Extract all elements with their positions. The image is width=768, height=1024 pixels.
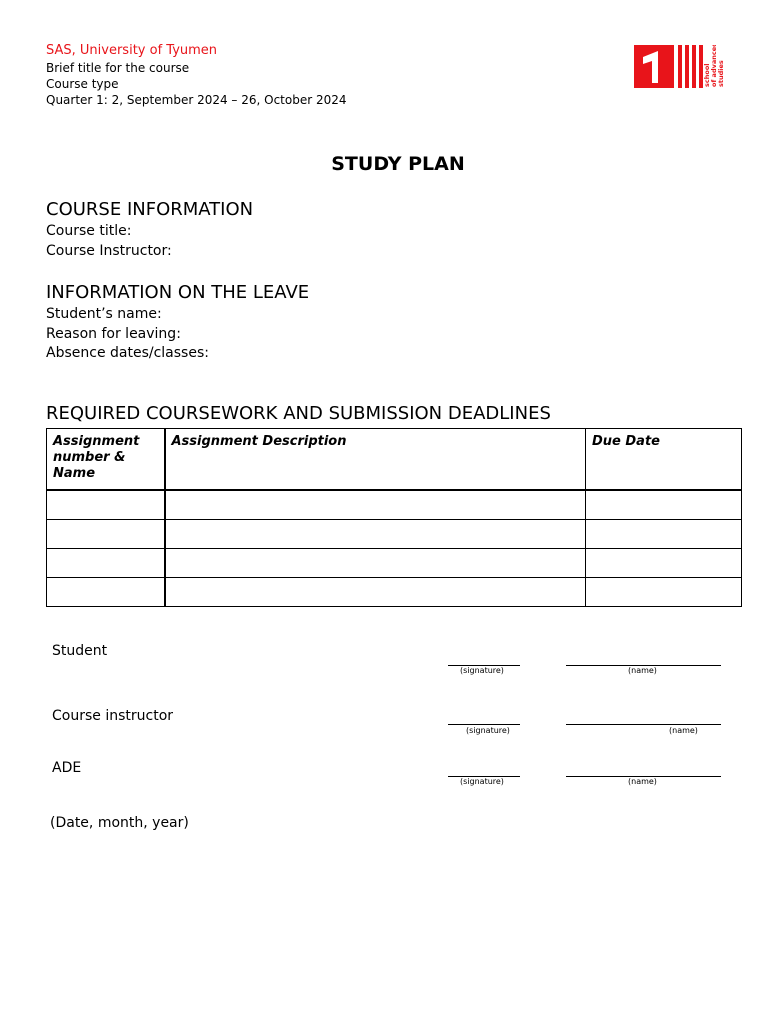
- student-signature-label: Student: [52, 643, 108, 659]
- quarter-dates: Quarter 1: 2, September 2024 – 26, October 2024: [46, 93, 347, 107]
- table-row: [47, 549, 742, 578]
- ade-signature-label: ADE: [52, 760, 82, 776]
- ade-signature-caption: (signature): [460, 777, 504, 786]
- course-title-field: Course title:: [46, 223, 132, 239]
- student-name-field: Student’s name:: [46, 306, 162, 322]
- page-title: STUDY PLAN: [331, 153, 465, 175]
- reason-field: Reason for leaving:: [46, 326, 181, 342]
- column-header-due-date: Due Date: [586, 429, 742, 491]
- table-header-row: [47, 429, 742, 491]
- instructor-signature-line[interactable]: [448, 724, 520, 725]
- table-cell[interactable]: [47, 490, 165, 520]
- course-instructor-field: Course Instructor:: [46, 243, 172, 259]
- column-header-assignment: Assignment number & Name: [47, 429, 165, 491]
- column-header-description: Assignment Description: [165, 429, 586, 491]
- table-cell[interactable]: [47, 549, 165, 578]
- ade-name-caption: (name): [628, 777, 657, 786]
- organization-name: SAS, University of Tyumen: [46, 43, 218, 58]
- student-signature-caption: (signature): [460, 666, 504, 675]
- table-cell[interactable]: [165, 578, 586, 607]
- school-logo: [634, 45, 728, 89]
- table-row: [47, 578, 742, 607]
- logo-text-line1: school: [703, 63, 711, 87]
- course-info-heading: COURSE INFORMATION: [46, 199, 254, 220]
- table-cell[interactable]: [165, 549, 586, 578]
- table-cell[interactable]: [165, 520, 586, 549]
- date-note: (Date, month, year): [50, 815, 189, 831]
- instructor-name-caption: (name): [669, 726, 698, 735]
- table-cell[interactable]: [586, 549, 742, 578]
- coursework-heading: REQUIRED COURSEWORK AND SUBMISSION DEADLINES: [46, 403, 551, 424]
- table-cell[interactable]: [47, 520, 165, 549]
- table-cell[interactable]: [165, 490, 586, 520]
- instructor-signature-caption: (signature): [466, 726, 510, 735]
- school-logo-icon: [634, 45, 728, 89]
- student-name-caption: (name): [628, 666, 657, 675]
- course-brief-title: Brief title for the course: [46, 61, 190, 75]
- table-cell[interactable]: [47, 578, 165, 607]
- absence-dates-field: Absence dates/classes:: [46, 345, 209, 361]
- leave-info-heading: INFORMATION ON THE LEAVE: [46, 282, 310, 303]
- logo-text-line3: studies: [717, 60, 725, 87]
- logo-text-line2: of advanced: [710, 45, 718, 87]
- table-cell[interactable]: [586, 520, 742, 549]
- table-cell[interactable]: [586, 490, 742, 520]
- coursework-table: [46, 428, 742, 607]
- table-row: [47, 490, 742, 520]
- table-cell[interactable]: [586, 578, 742, 607]
- course-type: Course type: [46, 77, 119, 91]
- table-row: [47, 520, 742, 549]
- instructor-name-line[interactable]: [566, 724, 721, 725]
- instructor-signature-label: Course instructor: [52, 708, 174, 724]
